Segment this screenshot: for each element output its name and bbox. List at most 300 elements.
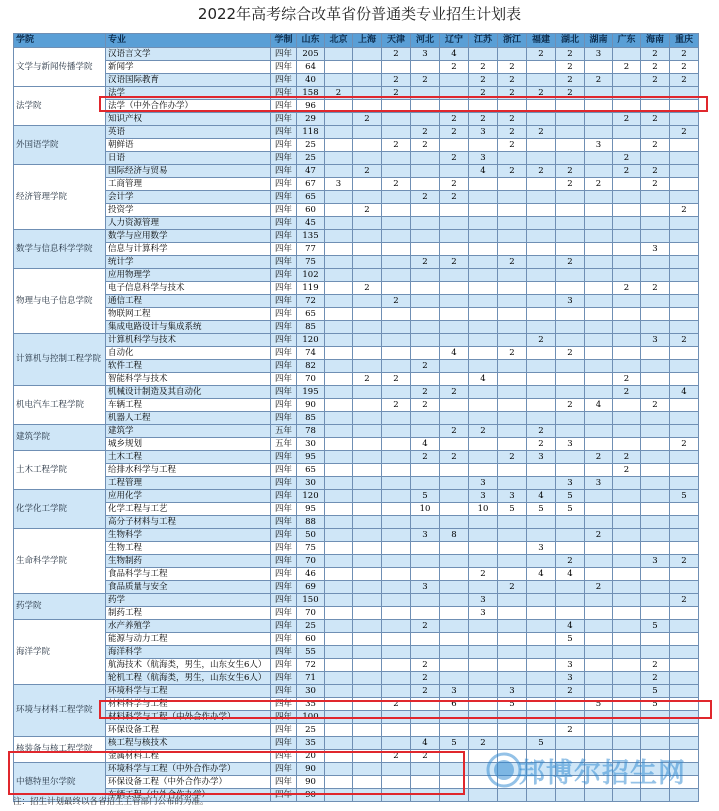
quota-cell xyxy=(440,87,469,100)
quota-cell xyxy=(641,529,670,542)
quota-cell xyxy=(411,464,440,477)
quota-cell xyxy=(382,256,411,269)
quota-cell xyxy=(353,217,382,230)
quota-cell xyxy=(325,217,353,230)
quota-cell xyxy=(585,191,613,204)
page-title: 2022年高考综合改革省份普通类专业招生计划表 xyxy=(197,5,522,23)
quota-cell: 3 xyxy=(641,334,670,347)
quota-cell xyxy=(556,607,585,620)
quota-cell xyxy=(670,425,699,438)
quota-cell xyxy=(498,438,527,451)
table-row xyxy=(14,659,699,672)
quota-cell xyxy=(469,451,498,464)
quota-cell: 150 xyxy=(297,594,325,607)
quota-cell xyxy=(556,386,585,399)
quota-cell xyxy=(469,347,498,360)
table-row xyxy=(14,451,699,464)
quota-cell: 5 xyxy=(440,737,469,750)
quota-cell: 45 xyxy=(297,217,325,230)
quota-cell xyxy=(325,74,353,87)
quota-cell xyxy=(613,581,641,594)
major-name-cell: 汉语国际教育 xyxy=(106,74,271,87)
quota-cell xyxy=(527,360,556,373)
quota-cell: 2 xyxy=(382,698,411,711)
quota-cell xyxy=(382,152,411,165)
quota-cell xyxy=(325,529,353,542)
quota-cell: 2 xyxy=(641,282,670,295)
quota-cell xyxy=(440,750,469,763)
quota-cell xyxy=(556,451,585,464)
table-row xyxy=(14,113,699,126)
quota-cell: 3 xyxy=(556,672,585,685)
duration-cell: 四年 xyxy=(271,48,297,61)
quota-cell xyxy=(325,490,353,503)
duration-cell: 四年 xyxy=(271,633,297,646)
quota-cell: 2 xyxy=(469,568,498,581)
quota-cell: 95 xyxy=(297,503,325,516)
quota-cell xyxy=(382,191,411,204)
quota-cell xyxy=(469,100,498,113)
quota-cell xyxy=(411,87,440,100)
quota-cell: 4 xyxy=(469,165,498,178)
quota-cell: 205 xyxy=(297,48,325,61)
quota-cell xyxy=(411,178,440,191)
quota-cell xyxy=(382,412,411,425)
quota-cell: 5 xyxy=(641,685,670,698)
quota-cell xyxy=(613,529,641,542)
quota-cell xyxy=(613,87,641,100)
duration-cell: 四年 xyxy=(271,724,297,737)
major-name-cell: 人力资源管理 xyxy=(106,217,271,230)
quota-cell xyxy=(641,594,670,607)
quota-cell: 2 xyxy=(353,113,382,126)
quota-cell: 90 xyxy=(297,763,325,776)
quota-cell xyxy=(556,581,585,594)
quota-cell: 2 xyxy=(411,659,440,672)
quota-cell: 77 xyxy=(297,243,325,256)
quota-cell: 60 xyxy=(297,204,325,217)
table-row xyxy=(14,347,699,360)
quota-cell xyxy=(556,204,585,217)
duration-cell: 四年 xyxy=(271,204,297,217)
quota-cell: 3 xyxy=(556,477,585,490)
quota-cell xyxy=(325,763,353,776)
quota-cell: 2 xyxy=(527,334,556,347)
duration-cell: 四年 xyxy=(271,451,297,464)
duration-cell: 四年 xyxy=(271,165,297,178)
quota-cell xyxy=(527,581,556,594)
column-header: 江苏 xyxy=(469,34,498,48)
quota-cell xyxy=(325,373,353,386)
column-header: 山东 xyxy=(297,34,325,48)
quota-cell xyxy=(325,269,353,282)
table-row xyxy=(14,464,699,477)
quota-cell xyxy=(556,711,585,724)
quota-cell xyxy=(556,126,585,139)
duration-cell: 四年 xyxy=(271,490,297,503)
quota-cell xyxy=(498,282,527,295)
quota-cell: 2 xyxy=(641,74,670,87)
quota-cell xyxy=(613,685,641,698)
quota-cell xyxy=(670,568,699,581)
major-name-cell: 材料科学与工程 xyxy=(106,698,271,711)
quota-cell xyxy=(440,243,469,256)
quota-cell xyxy=(469,529,498,542)
quota-cell xyxy=(556,269,585,282)
quota-cell xyxy=(382,555,411,568)
quota-cell xyxy=(353,737,382,750)
quota-cell xyxy=(382,490,411,503)
quota-cell xyxy=(613,646,641,659)
quota-cell xyxy=(641,204,670,217)
quota-cell xyxy=(641,490,670,503)
major-name-cell: 轮机工程（航海类，男生，山东女生6人） xyxy=(106,672,271,685)
quota-cell xyxy=(498,659,527,672)
column-header: 学院 xyxy=(14,34,106,48)
quota-cell xyxy=(440,581,469,594)
quota-cell xyxy=(556,100,585,113)
quota-cell: 25 xyxy=(297,139,325,152)
quota-cell xyxy=(440,607,469,620)
major-name-cell: 应用化学 xyxy=(106,490,271,503)
quota-cell xyxy=(382,269,411,282)
quota-cell xyxy=(469,243,498,256)
table-row xyxy=(14,438,699,451)
quota-cell xyxy=(353,48,382,61)
quota-cell xyxy=(498,321,527,334)
school-name-cell: 机电汽车工程学院 xyxy=(14,386,106,425)
quota-cell: 70 xyxy=(297,373,325,386)
quota-cell xyxy=(382,165,411,178)
quota-cell xyxy=(353,607,382,620)
quota-cell xyxy=(585,243,613,256)
quota-cell xyxy=(411,789,440,802)
quota-cell xyxy=(527,555,556,568)
quota-cell xyxy=(585,607,613,620)
quota-cell xyxy=(382,308,411,321)
duration-cell: 四年 xyxy=(271,672,297,685)
quota-cell: 3 xyxy=(469,490,498,503)
quota-cell xyxy=(670,659,699,672)
quota-cell: 2 xyxy=(440,425,469,438)
quota-cell xyxy=(353,126,382,139)
duration-cell: 四年 xyxy=(271,113,297,126)
quota-cell xyxy=(527,308,556,321)
quota-cell xyxy=(325,503,353,516)
table-row xyxy=(14,685,699,698)
quota-cell: 2 xyxy=(440,451,469,464)
duration-cell: 四年 xyxy=(271,191,297,204)
quota-cell xyxy=(469,698,498,711)
quota-cell xyxy=(382,113,411,126)
major-name-cell: 能源与动力工程 xyxy=(106,633,271,646)
quota-cell: 88 xyxy=(297,516,325,529)
column-header: 湖北 xyxy=(556,34,585,48)
quota-cell xyxy=(469,581,498,594)
quota-cell: 2 xyxy=(556,87,585,100)
duration-cell: 四年 xyxy=(271,594,297,607)
quota-cell xyxy=(670,581,699,594)
quota-cell: 2 xyxy=(641,113,670,126)
quota-cell xyxy=(670,347,699,360)
quota-cell: 82 xyxy=(297,360,325,373)
quota-cell xyxy=(353,347,382,360)
quota-cell xyxy=(585,490,613,503)
quota-cell xyxy=(527,386,556,399)
quota-cell: 5 xyxy=(411,490,440,503)
table-row xyxy=(14,399,699,412)
quota-cell: 65 xyxy=(297,308,325,321)
quota-cell xyxy=(382,659,411,672)
quota-cell: 40 xyxy=(297,74,325,87)
table-row xyxy=(14,490,699,503)
quota-cell xyxy=(440,776,469,789)
quota-cell xyxy=(613,516,641,529)
quota-cell: 2 xyxy=(411,620,440,633)
quota-cell xyxy=(498,178,527,191)
quota-cell xyxy=(353,789,382,802)
quota-cell: 2 xyxy=(469,74,498,87)
quota-cell xyxy=(498,269,527,282)
quota-cell xyxy=(613,724,641,737)
quota-cell xyxy=(440,438,469,451)
quota-cell: 67 xyxy=(297,178,325,191)
quota-cell xyxy=(498,100,527,113)
major-name-cell: 机械设计制造及其自动化 xyxy=(106,386,271,399)
major-name-cell: 环保设备工程 xyxy=(106,724,271,737)
quota-cell xyxy=(641,87,670,100)
quota-cell: 2 xyxy=(527,425,556,438)
quota-cell xyxy=(353,750,382,763)
quota-cell xyxy=(670,399,699,412)
quota-cell xyxy=(498,386,527,399)
quota-cell xyxy=(585,672,613,685)
quota-cell xyxy=(469,646,498,659)
duration-cell: 四年 xyxy=(271,555,297,568)
quota-cell: 20 xyxy=(297,750,325,763)
quota-cell: 2 xyxy=(411,126,440,139)
table-row xyxy=(14,633,699,646)
quota-cell: 3 xyxy=(556,659,585,672)
major-name-cell: 软件工程 xyxy=(106,360,271,373)
table-row xyxy=(14,620,699,633)
quota-cell: 2 xyxy=(498,165,527,178)
table-row xyxy=(14,230,699,243)
quota-cell xyxy=(469,386,498,399)
quota-cell xyxy=(469,204,498,217)
major-name-cell: 海洋科学 xyxy=(106,646,271,659)
major-name-cell: 通信工程 xyxy=(106,295,271,308)
quota-cell xyxy=(556,464,585,477)
quota-cell: 2 xyxy=(498,451,527,464)
quota-cell xyxy=(440,360,469,373)
quota-cell: 2 xyxy=(411,685,440,698)
quota-cell: 30 xyxy=(297,685,325,698)
quota-cell xyxy=(382,763,411,776)
quota-cell xyxy=(585,685,613,698)
quota-cell: 2 xyxy=(613,61,641,74)
quota-cell xyxy=(498,230,527,243)
school-name-cell: 环境与材料工程学院 xyxy=(14,685,106,737)
quota-cell: 2 xyxy=(411,672,440,685)
quota-cell xyxy=(641,477,670,490)
quota-cell: 2 xyxy=(382,48,411,61)
quota-cell xyxy=(382,204,411,217)
quota-cell xyxy=(440,334,469,347)
quota-cell xyxy=(670,464,699,477)
quota-cell xyxy=(670,139,699,152)
quota-cell xyxy=(411,230,440,243)
quota-cell: 2 xyxy=(411,360,440,373)
quota-cell xyxy=(527,633,556,646)
quota-cell xyxy=(641,360,670,373)
duration-cell: 四年 xyxy=(271,373,297,386)
quota-cell: 158 xyxy=(297,87,325,100)
duration-cell: 四年 xyxy=(271,464,297,477)
duration-cell: 四年 xyxy=(271,74,297,87)
quota-cell: 96 xyxy=(297,100,325,113)
column-header: 上海 xyxy=(353,34,382,48)
quota-cell xyxy=(670,451,699,464)
quota-cell: 5 xyxy=(527,503,556,516)
quota-cell xyxy=(325,477,353,490)
quota-cell xyxy=(469,464,498,477)
duration-cell: 四年 xyxy=(271,789,297,802)
quota-cell: 2 xyxy=(440,61,469,74)
quota-cell xyxy=(353,581,382,594)
quota-cell: 3 xyxy=(411,48,440,61)
quota-cell xyxy=(440,555,469,568)
quota-cell xyxy=(641,581,670,594)
table-row xyxy=(14,516,699,529)
table-row xyxy=(14,711,699,724)
major-name-cell: 自动化 xyxy=(106,347,271,360)
quota-cell xyxy=(498,555,527,568)
quota-cell xyxy=(325,152,353,165)
quota-cell xyxy=(498,308,527,321)
quota-cell xyxy=(325,308,353,321)
major-name-cell: 车辆工程 xyxy=(106,399,271,412)
quota-cell xyxy=(382,568,411,581)
quota-cell: 75 xyxy=(297,256,325,269)
quota-cell xyxy=(585,152,613,165)
table-row xyxy=(14,191,699,204)
quota-cell xyxy=(556,321,585,334)
major-name-cell: 智能科学与技术 xyxy=(106,373,271,386)
quota-cell xyxy=(641,347,670,360)
quota-cell xyxy=(469,178,498,191)
quota-cell xyxy=(585,217,613,230)
quota-cell xyxy=(440,490,469,503)
duration-cell: 四年 xyxy=(271,503,297,516)
quota-cell xyxy=(469,282,498,295)
quota-cell xyxy=(498,360,527,373)
major-name-cell: 环保设备工程（中外合作办学） xyxy=(106,776,271,789)
quota-cell: 2 xyxy=(585,451,613,464)
quota-cell xyxy=(382,425,411,438)
quota-cell: 2 xyxy=(613,113,641,126)
quota-cell: 4 xyxy=(469,373,498,386)
quota-cell xyxy=(382,217,411,230)
quota-cell xyxy=(353,230,382,243)
quota-cell: 2 xyxy=(382,74,411,87)
quota-cell xyxy=(585,646,613,659)
quota-cell xyxy=(498,191,527,204)
quota-cell: 3 xyxy=(469,126,498,139)
quota-cell xyxy=(353,646,382,659)
quota-cell xyxy=(585,412,613,425)
quota-cell xyxy=(527,646,556,659)
quota-cell xyxy=(556,243,585,256)
quota-cell xyxy=(440,646,469,659)
quota-cell xyxy=(325,555,353,568)
quota-cell xyxy=(556,308,585,321)
quota-cell xyxy=(585,425,613,438)
quota-cell xyxy=(641,295,670,308)
major-name-cell: 会计学 xyxy=(106,191,271,204)
quota-cell: 2 xyxy=(641,399,670,412)
quota-cell xyxy=(469,217,498,230)
table-row xyxy=(14,321,699,334)
table-row xyxy=(14,165,699,178)
quota-cell xyxy=(353,295,382,308)
quota-cell xyxy=(353,711,382,724)
quota-cell xyxy=(382,529,411,542)
column-header: 学制 xyxy=(271,34,297,48)
major-name-cell: 日语 xyxy=(106,152,271,165)
quota-cell xyxy=(469,516,498,529)
quota-cell: 2 xyxy=(641,659,670,672)
quota-cell: 2 xyxy=(670,61,699,74)
quota-cell xyxy=(641,425,670,438)
quota-cell xyxy=(469,438,498,451)
quota-cell xyxy=(440,724,469,737)
quota-cell xyxy=(353,555,382,568)
quota-cell xyxy=(641,724,670,737)
quota-cell xyxy=(498,711,527,724)
quota-cell: 65 xyxy=(297,464,325,477)
major-name-cell: 信息与计算科学 xyxy=(106,243,271,256)
quota-cell xyxy=(498,48,527,61)
quota-cell xyxy=(527,217,556,230)
quota-cell: 2 xyxy=(498,256,527,269)
quota-cell xyxy=(325,672,353,685)
duration-cell: 四年 xyxy=(271,412,297,425)
quota-cell xyxy=(670,295,699,308)
quota-cell xyxy=(325,321,353,334)
quota-cell: 5 xyxy=(641,698,670,711)
quota-cell xyxy=(498,568,527,581)
table-row xyxy=(14,477,699,490)
quota-cell xyxy=(613,568,641,581)
quota-cell xyxy=(382,516,411,529)
duration-cell: 四年 xyxy=(271,750,297,763)
quota-cell xyxy=(498,477,527,490)
quota-cell xyxy=(527,178,556,191)
quota-cell: 2 xyxy=(613,165,641,178)
column-header: 北京 xyxy=(325,34,353,48)
quota-cell: 2 xyxy=(556,61,585,74)
quota-cell xyxy=(353,178,382,191)
quota-cell: 4 xyxy=(585,399,613,412)
major-name-cell: 工程管理 xyxy=(106,477,271,490)
quota-cell xyxy=(527,373,556,386)
quota-cell xyxy=(353,672,382,685)
quota-cell: 2 xyxy=(556,399,585,412)
quota-cell xyxy=(382,360,411,373)
quota-cell xyxy=(325,256,353,269)
quota-cell xyxy=(325,607,353,620)
